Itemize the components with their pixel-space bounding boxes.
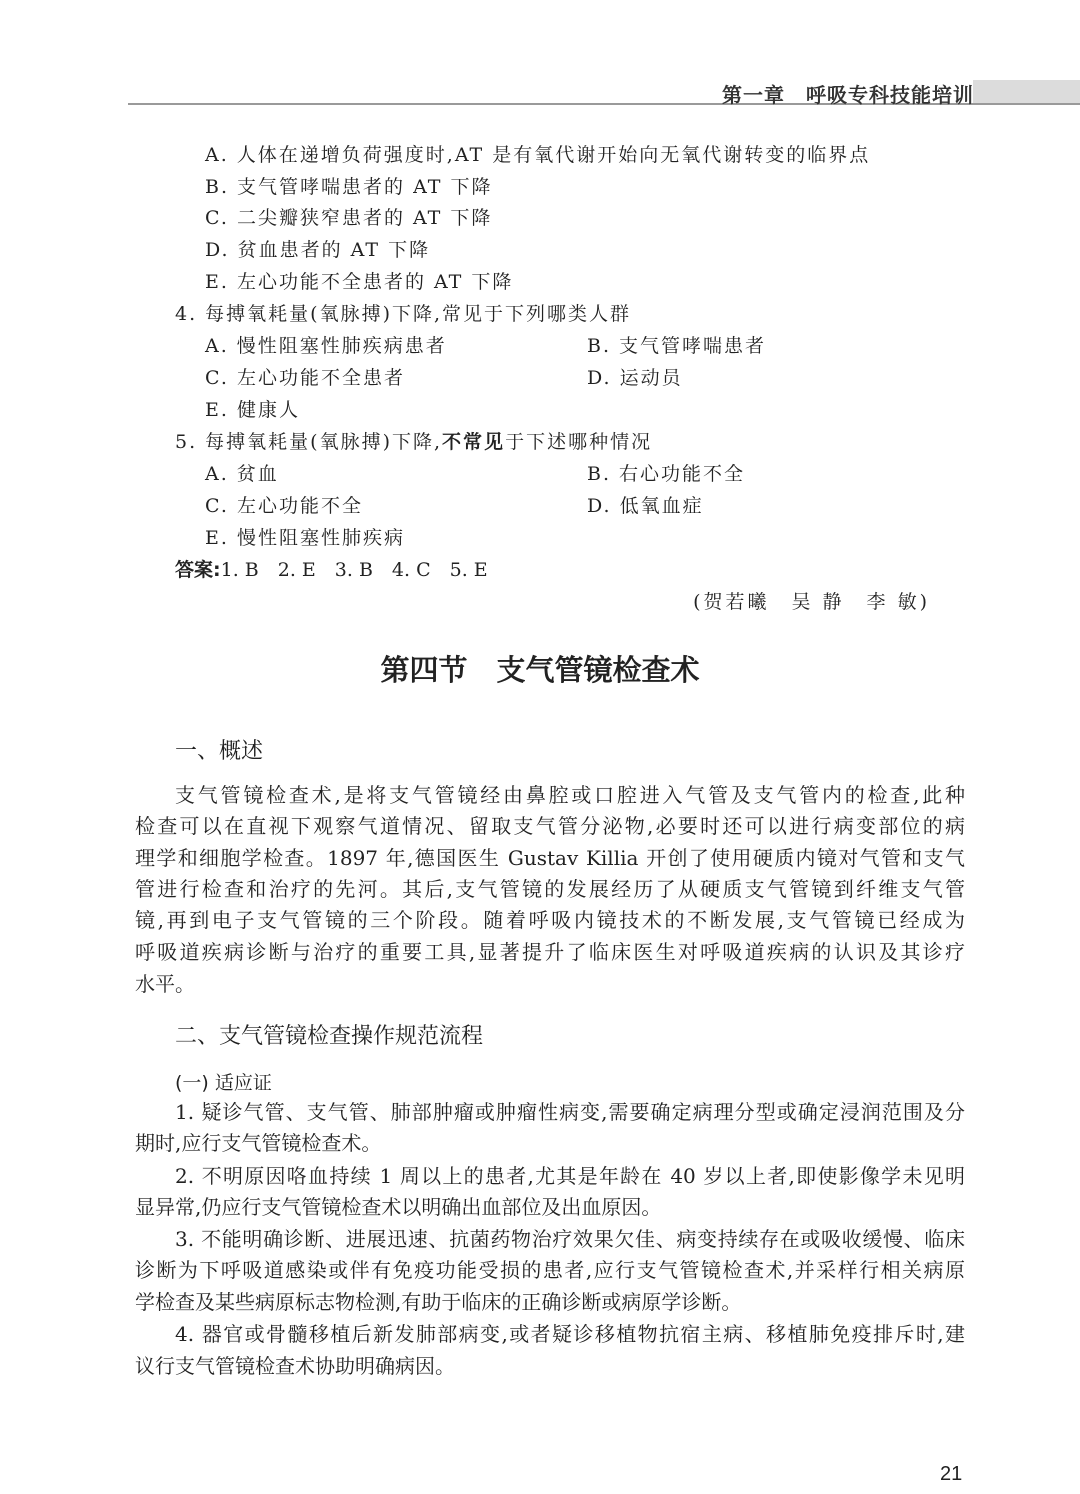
header-shade — [973, 80, 1080, 103]
question-stem — [175, 430, 652, 454]
option: E. 左心功能不全患者的 AT 下降 — [205, 271, 514, 293]
option: D. 贫血患者的 AT 下降 — [205, 239, 431, 261]
answers-text: 1. B 2. E 3. B 4. C 5. E — [220, 559, 488, 581]
item-line: 显异常,仍应行支气管镜检查术以明确出血部位及出血原因。 — [135, 1195, 662, 1219]
subheading-indications: (一) 适应证 — [175, 1072, 272, 1094]
paragraph-line: 理学和细胞学检查。1897 年,德国医生 Gustav Killia 开创了使用硬质内镜对气管和支气 — [135, 846, 965, 870]
item-line: 4. 器官或骨髓移植后新发肺部病变,或者疑诊移植物抗宿主病、移植肺免疫排斥时,建 — [175, 1322, 965, 1346]
paragraph-line: 管进行检查和治疗的先河。其后,支气管镜的发展经历了从硬质支气管镜到纤维支气管 — [135, 877, 965, 901]
item-line: 1. 疑诊气管、支气管、肺部肿瘤或肿瘤性病变,需要确定病理分型或确定浸润范围及分 — [175, 1100, 965, 1124]
page-number: 21 — [940, 1463, 963, 1485]
paragraph-line: 呼吸道疾病诊断与治疗的重要工具,显著提升了临床医生对呼吸道疾病的认识及其诊疗 — [135, 940, 965, 964]
stem-emphasis: 不常见 — [442, 431, 506, 453]
option: E. 慢性阻塞性肺疾病 — [205, 527, 405, 549]
answers — [175, 558, 488, 582]
question-stem: 4. 每搏氧耗量(氧脉搏)下降,常见于下列哪类人群 — [175, 303, 632, 325]
option: D. 低氧血症 — [587, 495, 704, 517]
section-title: 第四节 支气管镜检查术 — [380, 653, 700, 687]
option: C. 左心功能不全 — [205, 495, 363, 517]
option: C. 二尖瓣狭窄患者的 AT 下降 — [205, 207, 493, 229]
item-line: 3. 不能明确诊断、进展迅速、抗菌药物治疗效果欠佳、病变持续存在或吸收缓慢、临床 — [175, 1227, 965, 1251]
option: E. 健康人 — [205, 399, 300, 421]
option: A. 人体在递增负荷强度时,AT 是有氧代谢开始向无氧代谢转变的临界点 — [205, 144, 871, 166]
option: D. 运动员 — [587, 367, 683, 389]
paragraph-line: 镜,再到电子支气管镜的三个阶段。随着呼吸内镜技术的不断发展,支气管镜已经成为 — [135, 908, 965, 932]
answers-label: 答案: — [175, 559, 221, 581]
paragraph-line: 检查可以在直视下观察气道情况、留取支气管分泌物,必要时还可以进行病变部位的病 — [135, 814, 965, 838]
option: A. 贫血 — [205, 463, 279, 485]
running-header: 第一章 呼吸专科技能培训 — [722, 83, 974, 107]
item-line: 诊断为下呼吸道感染或伴有免疫功能受损的患者,应行支气管镜检查术,并采样行相关病原 — [135, 1258, 965, 1282]
heading-procedure: 二、支气管镜检查操作规范流程 — [175, 1024, 484, 1049]
item-line: 2. 不明原因咯血持续 1 周以上的患者,尤其是年龄在 40 岁以上者,即使影像学未见明 — [175, 1164, 965, 1188]
item-line: 期时,应行支气管镜检查术。 — [135, 1131, 382, 1155]
option: A. 慢性阻塞性肺疾病患者 — [205, 335, 447, 357]
stem-text: 于下述哪种情况 — [505, 431, 653, 453]
heading-overview: 一、概述 — [175, 739, 264, 764]
option: B. 右心功能不全 — [587, 463, 746, 485]
paragraph-line: 支气管镜检查术,是将支气管镜经由鼻腔或口腔进入气管及支气管内的检查,此种 — [175, 783, 965, 807]
option: C. 左心功能不全患者 — [205, 367, 405, 389]
item-line: 议行支气管镜检查术协助明确病因。 — [135, 1354, 455, 1378]
authors: (贺若曦 吴 静 李 敏) — [693, 591, 930, 613]
option: B. 支气管哮喘患者的 AT 下降 — [205, 176, 493, 198]
paragraph-line: 水平。 — [135, 972, 195, 996]
stem-text: 5. 每搏氧耗量(氧脉搏)下降, — [175, 431, 443, 453]
item-line: 学检查及某些病原标志物检测,有助于临床的正确诊断或病原学诊断。 — [135, 1290, 742, 1314]
option: B. 支气管哮喘患者 — [587, 335, 767, 357]
